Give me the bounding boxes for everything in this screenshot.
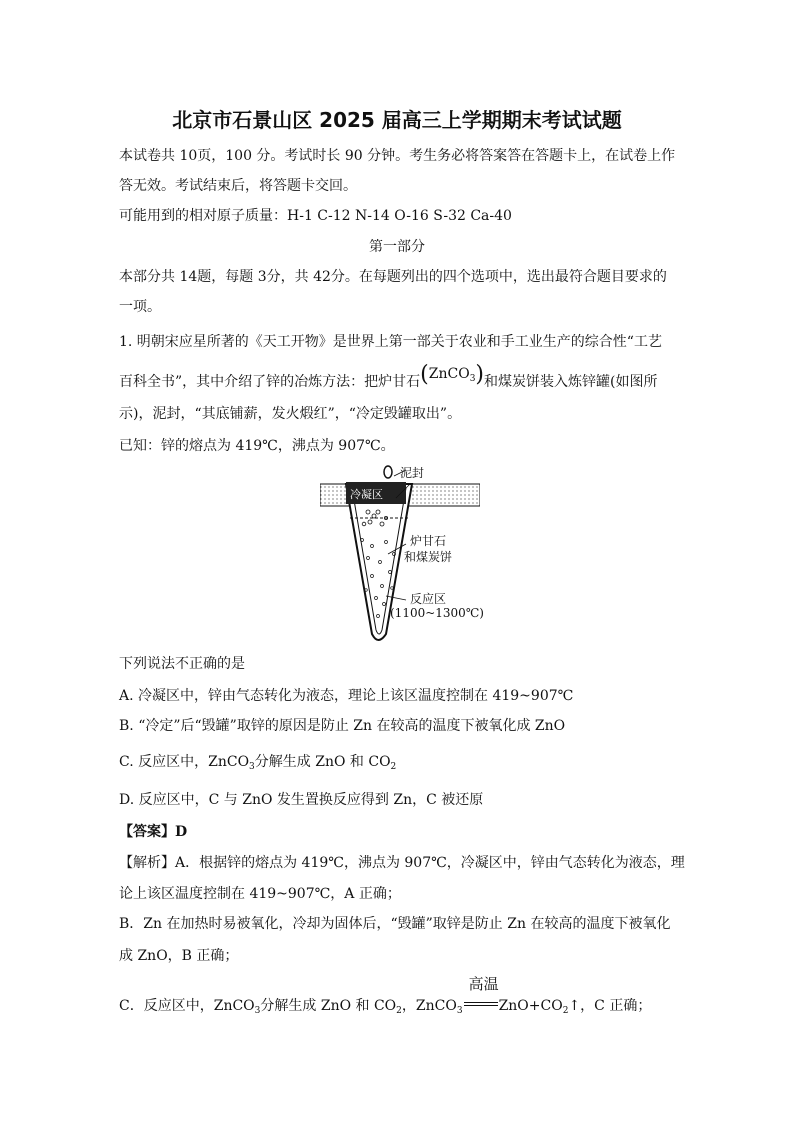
question-stem-2 <box>119 362 658 397</box>
part-desc-2: 一项。 <box>119 299 161 315</box>
intro-line-2: 答无效。考试结束后，将答题卡交回。 <box>119 178 357 194</box>
label-ore-2: 和煤炭饼 <box>404 550 453 564</box>
analysis-b-2: 成 ZnO，B 正确； <box>119 948 239 964</box>
question-stem-3: 示)，泥封，“其底铺薪，发火煅红”，“冷定毁罐取出”。 <box>119 406 462 422</box>
zinc-carbonate-formula: (ZnCO$_3$) <box>420 362 485 387</box>
label-reaction-zone: 反应区 <box>410 592 447 606</box>
smelting-pot-figure <box>320 462 484 650</box>
label-condensing-zone: 冷凝区 <box>350 488 383 501</box>
analysis-a-2: 论上该区温度控制在 419~907℃，A 正确； <box>119 886 401 902</box>
answer-label: 【答案】D <box>119 824 188 840</box>
smelting-pot-diagram <box>320 462 480 650</box>
reaction-arrow <box>463 975 499 1016</box>
label-ore-1: 炉甘石 <box>410 534 447 548</box>
part-desc-1: 本部分共 14题，每题 3分，共 42分。在每题列出的四个选项中，选出最符合题目要求的 <box>119 269 667 285</box>
option-c: C. 反应区中，ZnCO$_3$分解生成 ZnO 和 $CO_2$ <box>119 754 397 772</box>
stem2-pre: 百科全书”，其中介绍了锌的冶炼方法：把炉甘石 <box>119 374 421 390</box>
option-b: B. “冷定”后“毁罐”取锌的原因是防止 Zn 在较高的温度下被氧化成 ZnO <box>119 718 566 734</box>
atomic-masses: 可能用到的相对原子质量：H-1 C-12 N-14 O-16 S-32 Ca-40 <box>119 208 512 224</box>
intro-line-1: 本试卷共 10页，100 分。考试时长 90 分钟。考生务必将答案答在答题卡上，在试卷上作 <box>119 148 676 164</box>
analysis-c: C．反应区中，ZnCO$_3$分解生成 ZnO 和 $CO_2$，ZnCO$_3$ 高温 $ZnO+CO_2↑$，C 正确； <box>119 975 652 1016</box>
analysis-b-1: B．Zn 在加热时易被氧化，冷却为固体后，“毁罐”取锌是防止 Zn 在较高的温度下被氧化 <box>119 916 671 932</box>
known-conditions: 已知：锌的熔点为 419℃，沸点为 907℃。 <box>119 438 395 454</box>
option-d: D. 反应区中，C 与 ZnO 发生置换反应得到 Zn，C 被还原 <box>119 792 484 808</box>
analysis-a-1: 【解析】A．根据锌的熔点为 419℃，沸点为 907℃，冷凝区中，锌由气态转化为液态，理 <box>119 855 685 871</box>
page-title: 北京市石景山区 2025 届高三上学期期末考试试题 <box>172 108 622 132</box>
part-heading: 第一部分 <box>369 239 425 255</box>
option-a: A. 冷凝区中，锌由气态转化为液态，理论上该区温度控制在 419~907℃ <box>119 688 574 704</box>
stem2-post: 和煤炭饼装入炼锌罐(如图所 <box>484 374 658 390</box>
label-temperature: (1100~1300℃) <box>390 606 484 620</box>
label-mud-seal: 泥封 <box>400 466 425 480</box>
question-stem-1: 1. 明朝宋应星所著的《天工开物》是世界上第一部关于农业和手工业生产的综合性“工艺 <box>119 334 662 350</box>
reaction-condition: 高温 <box>468 975 499 993</box>
question-prompt: 下列说法不正确的是 <box>119 656 245 672</box>
